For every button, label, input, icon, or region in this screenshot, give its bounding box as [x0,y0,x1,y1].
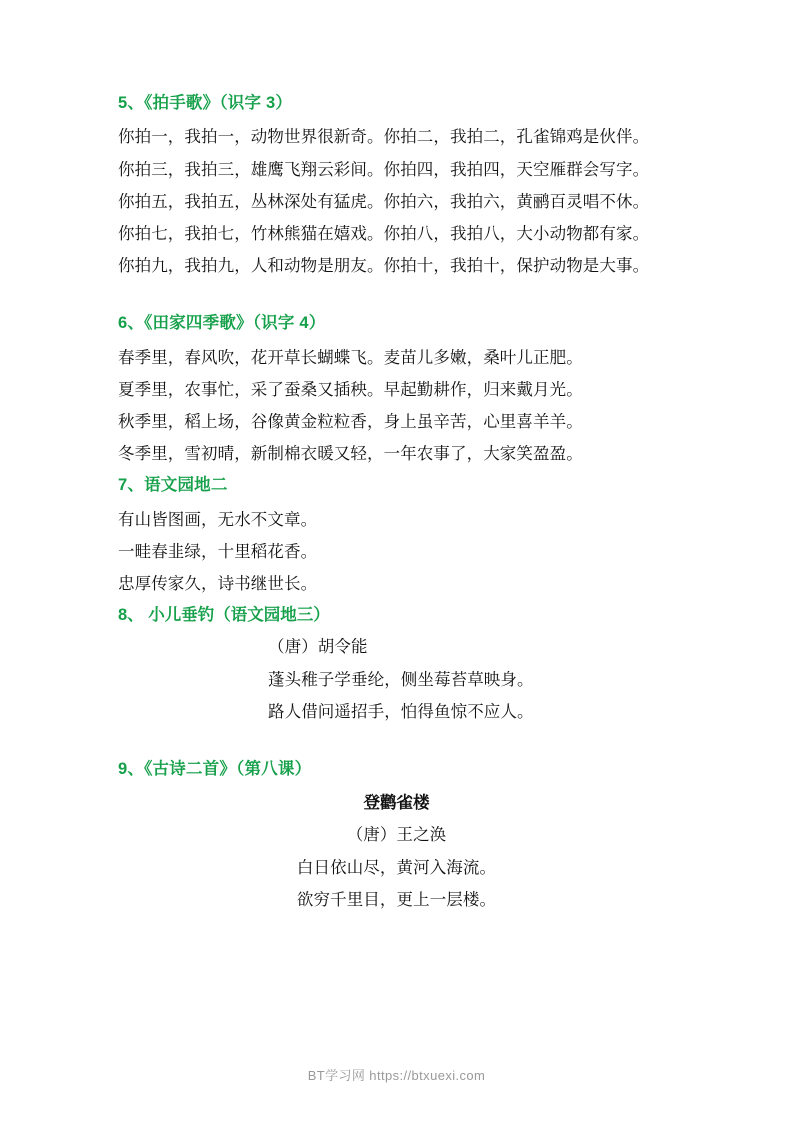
section-xiao-er-chui-diao [118,600,675,728]
body-line: 你拍三，我拍三，雄鹰飞翔云彩间。你拍四，我拍四，天空雁群会写字。 [118,160,650,179]
section-yuwen-yuandi-er [118,470,675,600]
body-line: 你拍五，我拍五，丛林深处有猛虎。你拍六，我拍六，黄鹂百灵唱不休。 [118,192,650,211]
poem-line: 蓬头稚子学垂纶，侧坐莓苔草映身。 [268,670,534,689]
poem-line: 欲穷千里目，更上一层楼。 [296,890,497,909]
section-heading: 9、《古诗二首》（第八课） [118,759,312,778]
poem-author: （唐）胡令能 [268,638,368,657]
body-line: 你拍九，我拍九，人和动物是朋友。你拍十，我拍十，保护动物是大事。 [118,257,650,276]
section-gap [118,282,675,308]
poem-line: 路人借问遥招手，怕得鱼惊不应人。 [268,702,534,721]
body-line: 你拍七，我拍七，竹林熊猫在嬉戏。你拍八，我拍八，大小动物都有家。 [118,224,650,243]
section-gushi-er-shou [118,754,675,916]
page-footer: BT学习网 https://btxuexi.com [307,1068,486,1083]
body-line: 忠厚传家久，诗书继世长。 [118,574,318,593]
body-line: 有山皆图画，无水不文章。 [118,510,318,529]
section-heading: 7、语文园地二 [118,476,228,495]
section-heading: 5、《拍手歌》（识字 3） [118,94,293,112]
body-line: 春季里，春风吹，花开草长蝴蝶飞。麦苗儿多嫩，桑叶儿正肥。 [118,348,583,367]
body-line: 一畦春韭绿，十里稻花香。 [118,542,318,561]
poem-title: 登鹳雀楼 [363,794,430,813]
section-tian-jia-si-ji-ge [118,308,675,470]
section-heading: 6、《田家四季歌》（识字 4） [118,314,326,333]
poem-author: （唐）王之涣 [346,826,447,845]
section-pai-shou-ge [118,88,675,282]
section-heading: 8、 小儿垂钓（语文园地三） [118,606,330,625]
body-line: 夏季里，农事忙，采了蚕桑又插秧。早起勤耕作，归来戴月光。 [118,380,583,399]
body-line: 冬季里，雪初晴，新制棉衣暖又轻，一年农事了，大家笑盈盈。 [118,445,583,464]
section-gap [118,728,675,754]
body-line: 秋季里，稻上场，谷像黄金粒粒香，身上虽辛苦，心里喜羊羊。 [118,412,583,431]
body-line: 你拍一，我拍一，动物世界很新奇。你拍二，我拍二，孔雀锦鸡是伙伴。 [118,128,650,147]
poem-line: 白日依山尽，黄河入海流。 [296,858,497,877]
